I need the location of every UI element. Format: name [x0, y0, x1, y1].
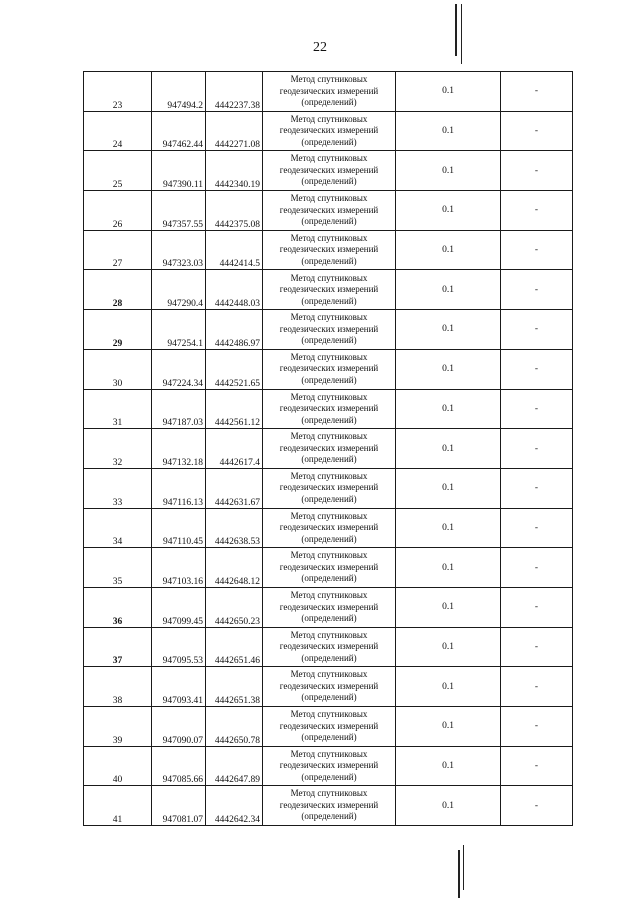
point-number-cell: 32	[84, 429, 152, 469]
point-number-cell: 33	[84, 468, 152, 508]
dash-cell: -	[501, 587, 573, 627]
point-number-cell: 29	[84, 310, 152, 350]
method-cell	[263, 707, 396, 747]
table-row	[84, 429, 573, 469]
scan-mark-bottom-2	[463, 845, 464, 890]
method-line: (определений)	[301, 732, 357, 743]
scan-mark-top-2	[461, 4, 462, 64]
method-cell	[263, 548, 396, 588]
method-line: (определений)	[301, 255, 357, 266]
x-coordinate-cell: 947110.45	[152, 508, 206, 548]
point-number-cell: 38	[84, 667, 152, 707]
method-line: (определений)	[301, 454, 357, 465]
dash-cell: -	[501, 746, 573, 786]
table-row	[84, 151, 573, 191]
method-line: Метод спутниковых	[290, 788, 368, 799]
method-line: (определений)	[301, 573, 357, 584]
x-coordinate-cell: 947390.11	[152, 151, 206, 191]
method-cell	[263, 468, 396, 508]
scan-mark-bottom	[458, 850, 460, 898]
y-coordinate-cell: 4442648.12	[206, 548, 263, 588]
method-cell	[263, 270, 396, 310]
point-number-cell: 28	[84, 270, 152, 310]
point-number-cell: 40	[84, 746, 152, 786]
point-number-cell: 25	[84, 151, 152, 191]
scan-mark-top	[455, 4, 457, 56]
y-coordinate-cell: 4442237.38	[206, 72, 263, 112]
dash-cell: -	[501, 548, 573, 588]
method-cell	[263, 230, 396, 270]
accuracy-cell: 0.1	[396, 111, 501, 151]
method-line: Метод спутниковых	[290, 232, 368, 243]
table-row	[84, 270, 573, 310]
table-row	[84, 191, 573, 231]
y-coordinate-cell: 4442561.12	[206, 389, 263, 429]
accuracy-cell: 0.1	[396, 667, 501, 707]
table-row	[84, 587, 573, 627]
table-row	[84, 310, 573, 350]
method-line: Метод спутниковых	[290, 351, 368, 362]
method-line: Метод спутниковых	[290, 510, 368, 521]
x-coordinate-cell: 947103.16	[152, 548, 206, 588]
method-line: геодезических измерений	[279, 482, 379, 493]
x-coordinate-cell: 947224.34	[152, 349, 206, 389]
method-line: геодезических измерений	[279, 403, 379, 414]
x-coordinate-cell: 947090.07	[152, 707, 206, 747]
method-line: Метод спутниковых	[290, 550, 368, 561]
x-coordinate-cell: 947462.44	[152, 111, 206, 151]
y-coordinate-cell: 4442271.08	[206, 111, 263, 151]
dash-cell: -	[501, 786, 573, 826]
table-row	[84, 707, 573, 747]
accuracy-cell: 0.1	[396, 468, 501, 508]
table-row	[84, 111, 573, 151]
x-coordinate-cell: 947081.07	[152, 786, 206, 826]
method-cell	[263, 667, 396, 707]
accuracy-cell: 0.1	[396, 508, 501, 548]
method-line: (определений)	[301, 414, 357, 425]
point-number-cell: 35	[84, 548, 152, 588]
y-coordinate-cell: 4442647.89	[206, 746, 263, 786]
dash-cell: -	[501, 151, 573, 191]
accuracy-cell: 0.1	[396, 230, 501, 270]
accuracy-cell: 0.1	[396, 151, 501, 191]
accuracy-cell: 0.1	[396, 587, 501, 627]
method-line: (определений)	[301, 613, 357, 624]
table-row	[84, 230, 573, 270]
point-number-cell: 37	[84, 627, 152, 667]
method-cell	[263, 111, 396, 151]
table-body	[84, 72, 573, 826]
method-line: геодезических измерений	[279, 601, 379, 612]
point-number-cell: 41	[84, 786, 152, 826]
method-line: (определений)	[301, 176, 357, 187]
dash-cell: -	[501, 508, 573, 548]
method-line: геодезических измерений	[279, 760, 379, 771]
x-coordinate-cell: 947323.03	[152, 230, 206, 270]
method-cell	[263, 389, 396, 429]
point-number-cell: 31	[84, 389, 152, 429]
x-coordinate-cell: 947187.03	[152, 389, 206, 429]
method-line: (определений)	[301, 692, 357, 703]
accuracy-cell: 0.1	[396, 389, 501, 429]
method-line: Метод спутниковых	[290, 193, 368, 204]
x-coordinate-cell: 947494.2	[152, 72, 206, 112]
dash-cell: -	[501, 667, 573, 707]
method-line: геодезических измерений	[279, 442, 379, 453]
x-coordinate-cell: 947290.4	[152, 270, 206, 310]
method-line: геодезических измерений	[279, 85, 379, 96]
table-row	[84, 746, 573, 786]
method-line: геодезических измерений	[279, 561, 379, 572]
method-line: Метод спутниковых	[290, 391, 368, 402]
dash-cell: -	[501, 310, 573, 350]
method-line: геодезических измерений	[279, 720, 379, 731]
point-number-cell: 27	[84, 230, 152, 270]
method-line: геодезических измерений	[279, 164, 379, 175]
method-line: Метод спутниковых	[290, 709, 368, 720]
method-line: Метод спутниковых	[290, 470, 368, 481]
method-cell	[263, 429, 396, 469]
method-line: Метод спутниковых	[290, 748, 368, 759]
method-line: (определений)	[301, 374, 357, 385]
accuracy-cell: 0.1	[396, 349, 501, 389]
point-number-cell: 23	[84, 72, 152, 112]
method-line: Метод спутниковых	[290, 74, 368, 85]
x-coordinate-cell: 947095.53	[152, 627, 206, 667]
y-coordinate-cell: 4442375.08	[206, 191, 263, 231]
method-line: геодезических измерений	[279, 680, 379, 691]
x-coordinate-cell: 947093.41	[152, 667, 206, 707]
y-coordinate-cell: 4442448.03	[206, 270, 263, 310]
dash-cell: -	[501, 270, 573, 310]
method-cell	[263, 746, 396, 786]
method-line: (определений)	[301, 335, 357, 346]
point-number-cell: 39	[84, 707, 152, 747]
method-cell	[263, 508, 396, 548]
table-row	[84, 389, 573, 429]
method-cell	[263, 587, 396, 627]
method-cell	[263, 151, 396, 191]
point-number-cell: 26	[84, 191, 152, 231]
method-line: (определений)	[301, 136, 357, 147]
method-line: Метод спутниковых	[290, 272, 368, 283]
method-line: геодезических измерений	[279, 204, 379, 215]
y-coordinate-cell: 4442414.5	[206, 230, 263, 270]
method-line: (определений)	[301, 533, 357, 544]
accuracy-cell: 0.1	[396, 191, 501, 231]
table-row	[84, 349, 573, 389]
method-cell	[263, 786, 396, 826]
method-line: Метод спутниковых	[290, 629, 368, 640]
y-coordinate-cell: 4442486.97	[206, 310, 263, 350]
method-line: Метод спутниковых	[290, 431, 368, 442]
dash-cell: -	[501, 468, 573, 508]
y-coordinate-cell: 4442340.19	[206, 151, 263, 191]
dash-cell: -	[501, 72, 573, 112]
method-line: Метод спутниковых	[290, 153, 368, 164]
method-line: Метод спутниковых	[290, 669, 368, 680]
accuracy-cell: 0.1	[396, 786, 501, 826]
method-line: (определений)	[301, 295, 357, 306]
y-coordinate-cell: 4442521.65	[206, 349, 263, 389]
point-number-cell: 36	[84, 587, 152, 627]
method-line: (определений)	[301, 652, 357, 663]
x-coordinate-cell: 947116.13	[152, 468, 206, 508]
method-line: (определений)	[301, 97, 357, 108]
x-coordinate-cell: 947357.55	[152, 191, 206, 231]
x-coordinate-cell: 947254.1	[152, 310, 206, 350]
method-line: геодезических измерений	[279, 363, 379, 374]
method-cell	[263, 349, 396, 389]
method-cell	[263, 310, 396, 350]
accuracy-cell: 0.1	[396, 707, 501, 747]
coordinates-table	[83, 71, 573, 826]
table-row	[84, 508, 573, 548]
x-coordinate-cell: 947099.45	[152, 587, 206, 627]
y-coordinate-cell: 4442642.34	[206, 786, 263, 826]
y-coordinate-cell: 4442631.67	[206, 468, 263, 508]
point-number-cell: 24	[84, 111, 152, 151]
table-row	[84, 627, 573, 667]
method-line: Метод спутниковых	[290, 312, 368, 323]
y-coordinate-cell: 4442650.23	[206, 587, 263, 627]
method-line: (определений)	[301, 771, 357, 782]
y-coordinate-cell: 4442651.38	[206, 667, 263, 707]
dash-cell: -	[501, 429, 573, 469]
dash-cell: -	[501, 230, 573, 270]
dash-cell: -	[501, 707, 573, 747]
method-cell	[263, 627, 396, 667]
accuracy-cell: 0.1	[396, 270, 501, 310]
page-number: 22	[313, 40, 327, 55]
method-line: Метод спутниковых	[290, 113, 368, 124]
x-coordinate-cell: 947132.18	[152, 429, 206, 469]
method-line: геодезических измерений	[279, 284, 379, 295]
table-row	[84, 548, 573, 588]
method-cell	[263, 191, 396, 231]
method-line: геодезических измерений	[279, 799, 379, 810]
point-number-cell: 30	[84, 349, 152, 389]
method-cell	[263, 72, 396, 112]
method-line: (определений)	[301, 216, 357, 227]
method-line: геодезических измерений	[279, 125, 379, 136]
table-row	[84, 667, 573, 707]
method-line: геодезических измерений	[279, 244, 379, 255]
dash-cell: -	[501, 111, 573, 151]
accuracy-cell: 0.1	[396, 72, 501, 112]
table-row	[84, 786, 573, 826]
y-coordinate-cell: 4442650.78	[206, 707, 263, 747]
dash-cell: -	[501, 191, 573, 231]
dash-cell: -	[501, 389, 573, 429]
method-line: геодезических измерений	[279, 323, 379, 334]
accuracy-cell: 0.1	[396, 429, 501, 469]
accuracy-cell: 0.1	[396, 548, 501, 588]
y-coordinate-cell: 4442617.4	[206, 429, 263, 469]
accuracy-cell: 0.1	[396, 746, 501, 786]
table-row	[84, 72, 573, 112]
dash-cell: -	[501, 627, 573, 667]
method-line: (определений)	[301, 811, 357, 822]
accuracy-cell: 0.1	[396, 310, 501, 350]
point-number-cell: 34	[84, 508, 152, 548]
x-coordinate-cell: 947085.66	[152, 746, 206, 786]
method-line: Метод спутниковых	[290, 590, 368, 601]
dash-cell: -	[501, 349, 573, 389]
accuracy-cell: 0.1	[396, 627, 501, 667]
method-line: (определений)	[301, 493, 357, 504]
table-row	[84, 468, 573, 508]
y-coordinate-cell: 4442651.46	[206, 627, 263, 667]
method-line: геодезических измерений	[279, 522, 379, 533]
method-line: геодезических измерений	[279, 641, 379, 652]
y-coordinate-cell: 4442638.53	[206, 508, 263, 548]
